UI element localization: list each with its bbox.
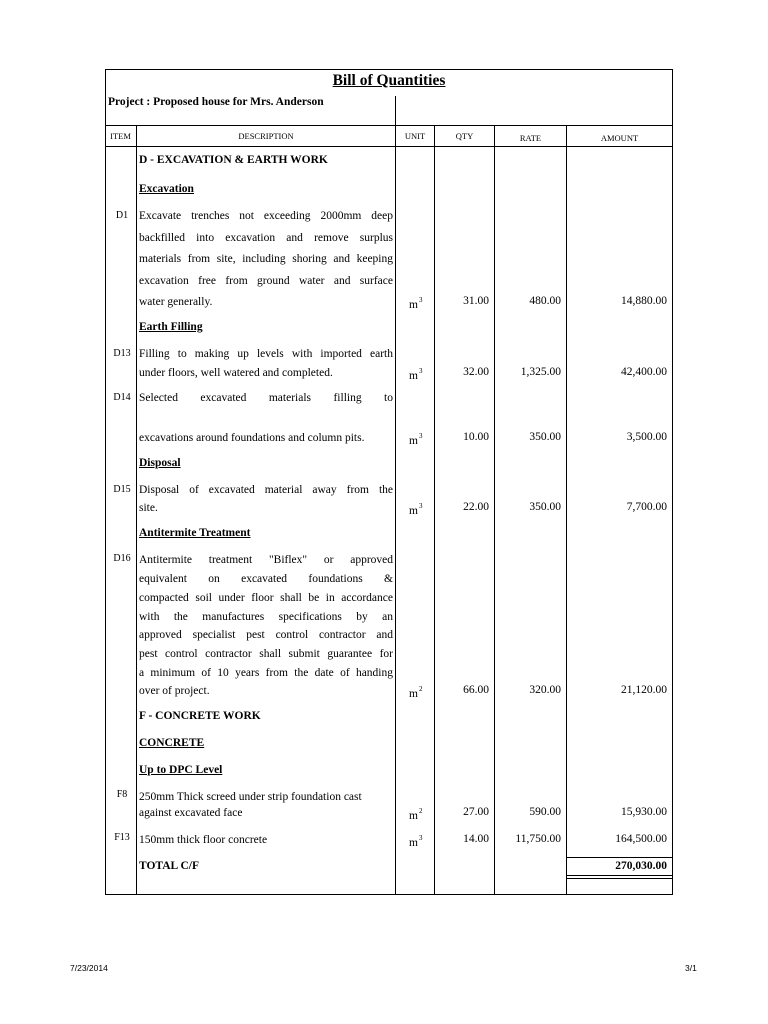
- column-header-unit: UNIT: [404, 131, 426, 141]
- column-header-divider: [105, 146, 673, 147]
- d16-description-line: equivalent on excavated foundations &: [139, 573, 393, 585]
- f13-amount: 164,500.00: [615, 833, 667, 845]
- column-divider-description: [395, 96, 396, 895]
- section-heading-concrete-work: F - CONCRETE WORK: [139, 710, 261, 722]
- d1-rate: 480.00: [529, 295, 561, 307]
- d14-rate: 350.00: [529, 431, 561, 443]
- table-border-bottom: [105, 894, 673, 895]
- d15-description-line: Disposal of excavated material away from the: [139, 484, 393, 496]
- d1-description-line: excavation free from ground water and surface: [139, 275, 393, 287]
- project-name: Project : Proposed house for Mrs. Anderson: [108, 96, 324, 108]
- total-line-bottom-1: [566, 875, 673, 876]
- d14-unit: $m^3$: [409, 432, 423, 447]
- item-code-d1: D1: [115, 210, 129, 221]
- column-header-item: ITEM: [110, 131, 131, 141]
- f13-qty: 14.00: [463, 833, 489, 845]
- f13-rate: 11,750.00: [515, 833, 561, 845]
- d16-rate: 320.00: [529, 684, 561, 696]
- d16-description-line: with the manufactures specifications by an: [139, 611, 393, 623]
- f13-description-line: 150mm thick floor concrete: [139, 834, 268, 846]
- total-line-top: [566, 857, 673, 858]
- footer-date: 7/23/2014: [70, 963, 108, 973]
- d1-amount: 14,880.00: [621, 295, 667, 307]
- subheading-earth-filling: Earth Filling: [139, 321, 203, 333]
- d16-amount: 21,120.00: [621, 684, 667, 696]
- column-header-rate: RATE: [519, 133, 542, 143]
- subheading-concrete: CONCRETE: [139, 737, 205, 749]
- subheading-excavation: Excavation: [139, 183, 194, 195]
- f8-unit: $m^2$: [409, 807, 423, 822]
- section-heading-excavation-earthwork: D - EXCAVATION & EARTH WORK: [139, 154, 328, 166]
- d15-qty: 22.00: [463, 501, 489, 513]
- d16-description-line: over of project.: [139, 685, 210, 697]
- item-code-f13: F13: [114, 832, 130, 843]
- d1-description-line: water generally.: [139, 296, 213, 308]
- table-border-left: [105, 69, 106, 895]
- d13-qty: 32.00: [463, 366, 489, 378]
- d1-unit: $m^3$: [409, 296, 423, 311]
- column-divider-item: [136, 125, 137, 895]
- d15-rate: 350.00: [529, 501, 561, 513]
- f13-unit: $m^3$: [409, 834, 423, 849]
- d15-unit: $m^3$: [409, 502, 423, 517]
- d13-description-line: under floors, well watered and completed.: [139, 367, 333, 379]
- d14-amount: 3,500.00: [626, 431, 667, 443]
- d1-qty: 31.00: [463, 295, 489, 307]
- d15-amount: 7,700.00: [626, 501, 667, 513]
- item-code-d15: D15: [113, 484, 131, 495]
- d15-description-line: site.: [139, 502, 158, 514]
- d1-description-line: materials from site, including shoring and keeping: [139, 253, 393, 265]
- subheading-up-to-dpc: Up to DPC Level: [139, 764, 223, 776]
- d13-amount: 42,400.00: [621, 366, 667, 378]
- d14-description-line: Selected excavated materials filling to: [139, 392, 393, 404]
- d16-description-line: a minimum of 10 years from the date of handing: [139, 667, 393, 679]
- column-divider-unit: [434, 125, 435, 895]
- item-code-d16: D16: [113, 553, 131, 564]
- item-code-f8: F8: [116, 789, 128, 800]
- table-border-right: [672, 69, 673, 895]
- total-amount: 270,030.00: [615, 860, 667, 872]
- d16-qty: 66.00: [463, 684, 489, 696]
- d1-description-line: Excavate trenches not exceeding 2000mm deep: [139, 210, 393, 222]
- f8-description-line: against excavated face: [139, 807, 243, 819]
- page-title: Bill of Quantities: [332, 72, 446, 89]
- subheading-antitermite: Antitermite Treatment: [139, 527, 251, 539]
- d16-description-line: pest control contractor shall submit guarantee for: [139, 648, 393, 660]
- d16-description-line: compacted soil under floor shall be in accordance: [139, 592, 393, 604]
- item-code-d14: D14: [113, 392, 131, 403]
- subheading-disposal: Disposal: [139, 457, 181, 469]
- column-divider-rate: [566, 125, 567, 895]
- column-header-qty: QTY: [455, 131, 474, 141]
- f8-amount: 15,930.00: [621, 806, 667, 818]
- total-label: TOTAL C/F: [139, 860, 199, 872]
- table-border-top: [105, 69, 673, 70]
- column-header-amount: AMOUNT: [600, 133, 639, 143]
- d16-description-line: Antitermite treatment "Biflex" or approved: [139, 554, 393, 566]
- d13-unit: $m^3$: [409, 367, 423, 382]
- f8-description-line: 250mm Thick screed under strip foundation cast: [139, 791, 362, 803]
- d1-description-line: backfilled into excavation and remove surplus: [139, 232, 393, 244]
- d14-description-line: excavations around foundations and column pits.: [139, 432, 365, 444]
- item-code-d13: D13: [113, 348, 131, 359]
- d13-description-line: Filling to making up levels with imported earth: [139, 348, 393, 360]
- total-line-bottom-2: [566, 878, 673, 879]
- d16-unit: $m^2$: [409, 685, 423, 700]
- f8-rate: 590.00: [529, 806, 561, 818]
- footer-page-number: 3/1: [685, 963, 697, 973]
- f8-qty: 27.00: [463, 806, 489, 818]
- header-divider: [105, 125, 673, 126]
- d14-qty: 10.00: [463, 431, 489, 443]
- column-header-description: DESCRIPTION: [238, 131, 294, 141]
- d16-description-line: approved specialist pest control contractor and: [139, 629, 393, 641]
- d13-rate: 1,325.00: [520, 366, 561, 378]
